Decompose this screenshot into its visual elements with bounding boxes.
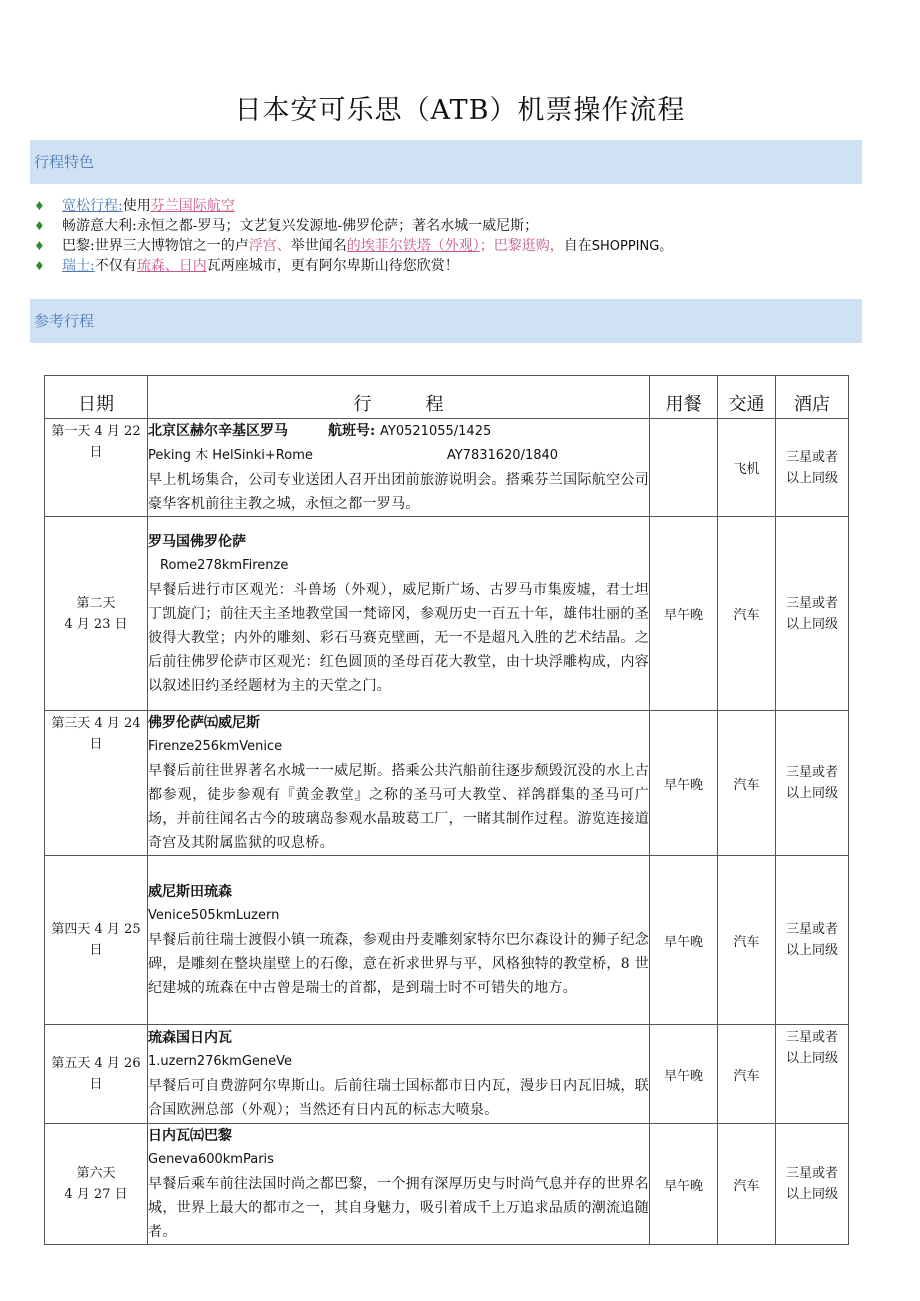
hotel-cell (776, 419, 849, 517)
hotel-line: 以上同级 (785, 786, 838, 801)
date-line: 第二天 (76, 595, 116, 611)
date-line: 日 (89, 445, 103, 460)
table-row (45, 419, 849, 517)
date-line: 日 (89, 1077, 103, 1092)
trip-cell (148, 517, 650, 711)
section-band-reference (30, 299, 862, 343)
hotel-line: 以上同级 (785, 470, 838, 486)
trip-desc: 早上机场集合，公司专业送团人召开出团前旅游说明会。搭乘芬兰国际航空公司豪华客机前往主教之城，永恒之都一罗马。 (148, 472, 649, 512)
feature-text: 瓦两座城市，更有阿尔卑斯山待您欣赏！ (206, 258, 459, 274)
feature-text: 永恒之都-罗马；文艺复兴发源地-佛罗伦萨；著名水城一威尼斯； (136, 218, 539, 234)
date-cell (45, 711, 148, 856)
meal-cell: 早午晚 (650, 856, 718, 1025)
trip-desc: 早餐后前往瑞士渡假小镇一琉森，参观由丹麦雕刻家特尔巴尔森设计的狮子纪念碑，是雕刻在整块崖壁上的石像，意在祈求世界与平，风格独特的教堂桥，8 世纪建城的琉森在中古曾是瑞士的首都，是到瑞士时不可错失的地方。 (148, 932, 649, 996)
header-meal: 用餐 (650, 376, 718, 419)
date-line: 4 月 23 日 (64, 616, 128, 632)
section-heading-features: 行程特色 (34, 153, 95, 171)
flight-label: 航班号: (328, 423, 376, 439)
trip-head: 日内瓦㈤巴黎 (148, 1128, 232, 1144)
feature-text: 不仅有 (94, 258, 137, 274)
feature-label: 巴黎: (62, 238, 95, 254)
date-line: 第四天 4 月 25 (51, 922, 141, 937)
date-cell (45, 517, 148, 711)
date-cell (45, 1124, 148, 1245)
section-band-features (30, 140, 862, 184)
trip-head: 琉森国日内瓦 (148, 1030, 232, 1046)
header-hotel: 酒店 (776, 376, 849, 419)
trip-head: 罗马国佛罗伦萨 (148, 533, 246, 550)
header-date: 日期 (45, 376, 148, 419)
feature-item (34, 216, 874, 236)
trip-desc: 早餐后前往世界著名水城一一威尼斯。搭乘公共汽船前往逐步颓毁沉没的水上古都参观，徒步参观有『黄金教堂』之称的圣马可大教堂、祥鸽群集的圣马可广场，并前往闻名古今的玻璃岛参观水晶玻葛工厂，一睹其制作过程。游览连接道奇宫及其附属监狱的叹息桥。 (148, 763, 649, 851)
trip-desc: 早餐后乘车前往法国时尚之都巴黎，一个拥有深厚历史与时尚气息并存的世界名城，世界上最大的都市之一，其自身魅力，吸引着成千上万追求品质的潮流追随者。 (148, 1176, 649, 1240)
trip-route: Firenze256kmVenice (148, 739, 283, 754)
date-line: 4 月 27 日 (64, 1187, 128, 1202)
transport-cell: 飞机 (718, 419, 776, 517)
meal-cell: 早午晚 (650, 517, 718, 711)
hotel-line: 以上同级 (785, 616, 838, 632)
date-line: 日 (89, 943, 103, 958)
flight-number: AY0521055/1425 (380, 424, 492, 439)
hotel-cell (776, 517, 849, 711)
feature-link[interactable]: 琉森、日内 (136, 258, 207, 274)
feature-item (34, 236, 874, 256)
hotel-line: 三星或者 (785, 449, 838, 465)
table-row (45, 1025, 849, 1124)
trip-route: 1.uzern276kmGeneVe (148, 1054, 293, 1069)
feature-text: SHOPPING。 (591, 239, 673, 254)
transport-cell: 汽车 (718, 856, 776, 1025)
hotel-line: 三星或者 (785, 765, 838, 780)
feature-link[interactable]: 浮宫、 (248, 238, 291, 254)
table-row (45, 711, 849, 856)
hotel-line: 以上同级 (785, 1187, 838, 1202)
date-cell (45, 1025, 148, 1124)
transport-cell: 汽车 (718, 517, 776, 711)
feature-label: 畅游意大利: (62, 218, 137, 234)
feature-text: ；巴黎逛购， (479, 238, 564, 254)
date-line: 第一天 4 月 22 (51, 424, 141, 439)
trip-cell (148, 856, 650, 1025)
feature-label: 宽松行程: (62, 198, 123, 214)
trip-route: Peking 木 HelSinki+Rome (148, 448, 313, 463)
trip-route: Venice505kmLuzern (148, 908, 280, 923)
header-transport: 交通 (718, 376, 776, 419)
hotel-cell (776, 711, 849, 856)
diamond-bullet-icon: ♦ (34, 259, 45, 273)
trip-cell (148, 1124, 650, 1245)
hotel-cell (776, 1124, 849, 1245)
trip-cell (148, 1025, 650, 1124)
date-cell (45, 419, 148, 517)
trip-desc: 早餐后进行市区观光：斗兽场（外观），威尼斯广场、古罗马市集废墟，君士坦丁凯旋门；前往天主圣地教堂国一梵谛冈，参观历史一百五十年，雄伟壮丽的圣彼得大教堂；内外的雕刻、彩石马赛克壁画，无一不是超凡入胜的艺术结晶。之后前往佛罗伦萨市区观光：红色圆顶的圣母百花大教堂，由十块浮雕构成，内容以叙述旧约圣经题材为主的天堂之门。 (148, 581, 649, 694)
trip-desc: 早餐后可自费游阿尔卑斯山。后前往瑞士国标都市日内瓦，漫步日内瓦旧城，联合国欧洲总部（外观）；当然还有日内瓦的标志大喷泉。 (148, 1078, 649, 1118)
hotel-line: 以上同级 (785, 1051, 838, 1066)
date-line: 第三天 4 月 24 (51, 716, 141, 731)
feature-item (34, 196, 874, 216)
hotel-line: 以上同级 (785, 943, 838, 958)
diamond-bullet-icon: ♦ (34, 199, 45, 213)
feature-text: 举世闻名 (290, 238, 347, 254)
trip-route: Geneva600kmParis (148, 1152, 274, 1167)
date-line: 日 (89, 737, 103, 752)
page-title: 日本安可乐思（ATB）机票操作流程 (234, 95, 686, 126)
table-row (45, 856, 849, 1025)
hotel-line: 三星或者 (785, 595, 838, 611)
transport-cell: 汽车 (718, 711, 776, 856)
date-line: 第五天 4 月 26 (51, 1056, 141, 1071)
trip-head: 佛罗伦萨㈤威尼斯 (148, 715, 260, 731)
date-line: 第六天 (76, 1166, 116, 1181)
itinerary-table (44, 375, 849, 1245)
table-row (45, 1124, 849, 1245)
table-row (45, 517, 849, 711)
hotel-cell (776, 856, 849, 1025)
hotel-line: 三星或者 (785, 1030, 838, 1045)
diamond-bullet-icon: ♦ (34, 219, 45, 233)
flight-number: AY7831620/1840 (446, 448, 559, 463)
feature-list (34, 196, 874, 276)
transport-cell: 汽车 (718, 1025, 776, 1124)
section-heading-reference: 参考行程 (34, 312, 95, 330)
transport-cell: 汽车 (718, 1124, 776, 1245)
trip-head: 北京区赫尔辛基区罗马 (148, 423, 288, 439)
feature-text: 使用 (122, 198, 151, 214)
feature-item (34, 256, 874, 276)
feature-text: 自在 (563, 238, 592, 254)
meal-cell: 早午晚 (650, 711, 718, 856)
table-header-row (45, 376, 849, 419)
feature-label: 瑞士: (62, 258, 95, 274)
trip-cell (148, 711, 650, 856)
trip-route: Rome278kmFirenze (160, 557, 289, 573)
hotel-line: 三星或者 (785, 922, 838, 937)
hotel-cell (776, 1025, 849, 1124)
trip-cell (148, 419, 650, 517)
meal-cell: 早午晚 (650, 1124, 718, 1245)
meal-cell: 早午晚 (650, 1025, 718, 1124)
feature-text: 世界三大博物馆之一的卢 (94, 238, 249, 254)
meal-cell (650, 419, 718, 517)
feature-link[interactable]: 的埃菲尔铁塔（外观） (346, 238, 480, 254)
feature-link[interactable]: 芬兰国际航空 (150, 198, 235, 214)
date-cell (45, 856, 148, 1025)
trip-head: 威尼斯田琉森 (148, 884, 232, 900)
header-trip: 行 程 (148, 376, 650, 419)
hotel-line: 三星或者 (785, 1166, 838, 1181)
diamond-bullet-icon: ♦ (34, 239, 45, 253)
